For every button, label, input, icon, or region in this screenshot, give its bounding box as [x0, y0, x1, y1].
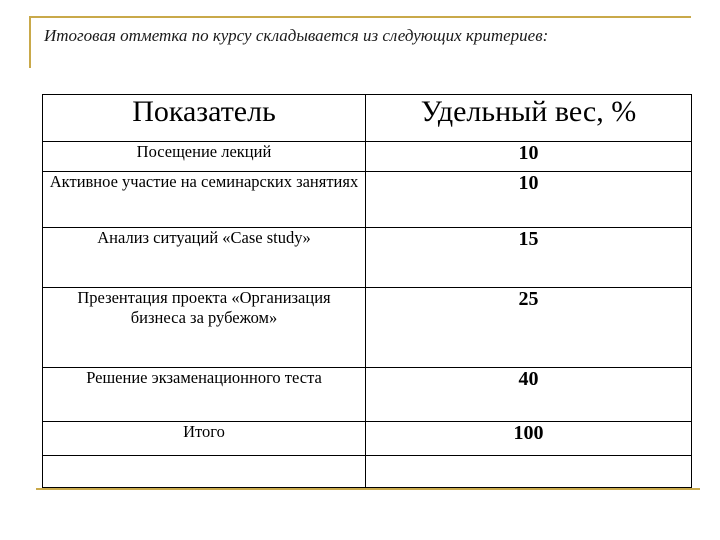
row-name: Анализ ситуаций «Case study»	[43, 228, 366, 288]
row-name: Решение экзаменационного теста	[43, 368, 366, 422]
table-row-total	[43, 422, 692, 456]
table-row	[43, 172, 692, 228]
row-name: Презентация проекта «Организация бизнеса за рубежом»	[43, 288, 366, 368]
row-value: 100	[366, 422, 692, 456]
table-row	[43, 142, 692, 172]
header-indicator: Показатель	[43, 95, 366, 142]
header-weight: Удельный вес, %	[366, 95, 692, 142]
slide-title: Итоговая отметка по курсу складывается из следующих критериев:	[44, 26, 549, 45]
table-row	[43, 228, 692, 288]
row-name: Посещение лекций	[43, 142, 366, 172]
table-row	[43, 368, 692, 422]
row-name: Итого	[43, 422, 366, 456]
row-value: 40	[366, 368, 692, 422]
table-empty-row	[43, 456, 692, 488]
row-value: 10	[366, 172, 692, 228]
table-header-row	[43, 95, 692, 142]
title-left-rule	[29, 18, 31, 68]
empty-cell	[366, 456, 692, 488]
row-value: 25	[366, 288, 692, 368]
row-value: 10	[366, 142, 692, 172]
bottom-rule	[36, 488, 700, 490]
row-value: 15	[366, 228, 692, 288]
title-top-rule	[29, 16, 691, 18]
row-name: Активное участие на семинарских занятиях	[43, 172, 366, 228]
criteria-table	[42, 94, 692, 488]
table-row	[43, 288, 692, 368]
empty-cell	[43, 456, 366, 488]
